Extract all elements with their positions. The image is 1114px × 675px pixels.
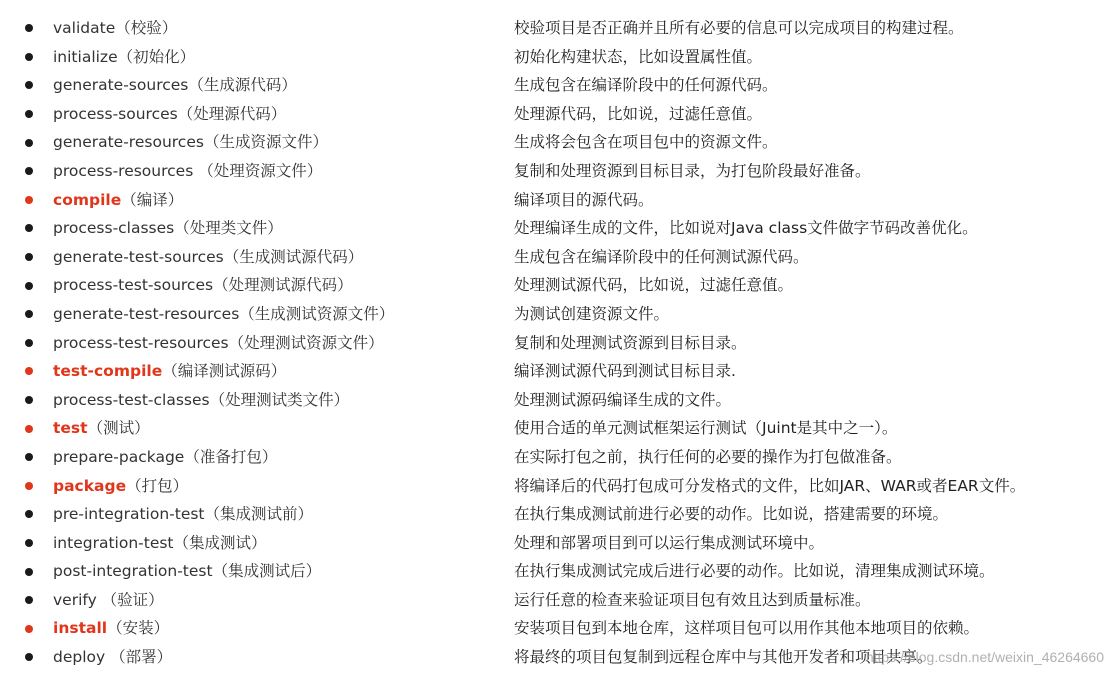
bullet-icon [25, 310, 33, 318]
phase-row [0, 557, 1114, 586]
bullet-icon [25, 425, 33, 433]
phase-name: post-integration-test [53, 562, 213, 581]
bullet-icon [25, 539, 33, 547]
phase-description: 生成包含在编译阶段中的任何源代码。 [514, 76, 778, 95]
phase-description: 复制和处理测试资源到目标目录。 [514, 333, 747, 352]
phase-description: 在实际打包之前，执行任何的必要的操作为打包做准备。 [514, 447, 902, 466]
phase-name: package [53, 476, 127, 495]
phase-label [53, 443, 277, 472]
phase-row [0, 329, 1114, 358]
phase-chinese-name: （校验） [115, 19, 178, 37]
bullet-icon [25, 53, 33, 61]
bullet-icon [25, 24, 33, 32]
phase-description: 处理测试源码编译生成的文件。 [514, 390, 732, 409]
phase-chinese-name: （编译） [121, 190, 184, 209]
phase-name: process-test-resources [53, 333, 229, 352]
phase-row [0, 271, 1114, 300]
phase-description: 编译测试源代码到测试目标目录. [514, 362, 736, 381]
phase-row [0, 614, 1114, 643]
phase-name: generate-resources [53, 133, 204, 152]
phase-label [53, 43, 195, 72]
phase-description: 将编译后的代码打包成可分发格式的文件，比如JAR、WAR或者EAR文件。 [514, 476, 1026, 495]
bullet-icon [25, 453, 33, 461]
phase-name: generate-sources [53, 76, 189, 95]
phase-chinese-name: （集成测试后） [212, 562, 322, 581]
phase-chinese-name: （处理测试源代码） [213, 276, 353, 295]
phase-description: 校验项目是否正确并且所有必要的信息可以完成项目的构建过程。 [514, 19, 964, 37]
phase-label [53, 14, 177, 43]
phase-description: 将最终的项目包复制到远程仓库中与其他开发者和项目共享。 [514, 648, 933, 667]
phase-row [0, 586, 1114, 615]
bullet-icon [25, 396, 33, 404]
phase-row [0, 300, 1114, 329]
phase-row [0, 500, 1114, 529]
phase-label [53, 472, 188, 501]
phase-chinese-name: （部署） [105, 648, 173, 667]
phase-row [0, 472, 1114, 501]
phase-name: initialize [53, 47, 118, 66]
phase-chinese-name: （处理测试资源文件） [228, 333, 384, 352]
phase-chinese-name: （生成资源文件） [203, 133, 328, 152]
phase-chinese-name: （处理源代码） [177, 104, 287, 123]
phase-description: 处理测试源代码，比如说，过滤任意值。 [514, 276, 794, 295]
phase-label [53, 529, 267, 558]
phase-name: integration-test [53, 533, 174, 552]
phase-label [53, 414, 150, 443]
bullet-icon [25, 482, 33, 490]
bullet-icon [25, 81, 33, 89]
phase-description: 在执行集成测试前进行必要的动作。比如说，搭建需要的环境。 [514, 505, 949, 524]
phase-name: test [53, 419, 88, 438]
phase-description: 运行任意的检查来验证项目包有效且达到质量标准。 [514, 590, 871, 609]
phase-label [53, 71, 297, 100]
phase-chinese-name: （集成测试前） [204, 505, 314, 524]
phase-row [0, 357, 1114, 386]
phase-row [0, 386, 1114, 415]
bullet-icon [25, 282, 33, 290]
phase-name: install [53, 619, 108, 638]
phase-label [53, 100, 286, 129]
phase-row [0, 157, 1114, 186]
phase-label [53, 500, 313, 529]
phase-name: verify [53, 590, 97, 609]
bullet-icon [25, 367, 33, 375]
phase-label [53, 357, 286, 386]
phase-label [53, 386, 349, 415]
phase-chinese-name: （测试） [87, 419, 150, 438]
phase-chinese-name: （安装） [107, 619, 170, 638]
phase-name: prepare-package [53, 447, 185, 466]
phase-row [0, 243, 1114, 272]
phase-name: process-sources [53, 104, 178, 123]
phase-label [53, 586, 164, 615]
phase-name: compile [53, 190, 122, 209]
phase-chinese-name: （处理资源文件） [193, 161, 323, 180]
phase-description: 在执行集成测试完成后进行必要的动作。比如说，清理集成测试环境。 [514, 562, 995, 581]
phase-name: generate-test-resources [53, 304, 240, 323]
phase-row [0, 414, 1114, 443]
lifecycle-phase-list [0, 14, 1114, 672]
phase-chinese-name: （生成测试资源文件） [239, 304, 395, 323]
phase-description: 处理编译生成的文件，比如说对Java class文件做字节码改善优化。 [514, 219, 978, 238]
bullet-icon [25, 510, 33, 518]
phase-row [0, 529, 1114, 558]
bullet-icon [25, 568, 33, 576]
phase-row [0, 443, 1114, 472]
bullet-icon [25, 596, 33, 604]
bullet-icon [25, 653, 33, 661]
phase-row [0, 214, 1114, 243]
phase-description: 处理源代码，比如说，过滤任意值。 [514, 104, 763, 123]
phase-row [0, 43, 1114, 72]
phase-label [53, 643, 172, 672]
bullet-icon [25, 253, 33, 261]
phase-row [0, 128, 1114, 157]
phase-chinese-name: （处理测试类文件） [209, 390, 350, 409]
phase-label [53, 557, 321, 586]
bullet-icon [25, 224, 33, 232]
phase-description: 生成包含在编译阶段中的任何测试源代码。 [514, 247, 809, 266]
phase-label [53, 128, 328, 157]
phase-name: process-classes [53, 219, 175, 238]
phase-name: test-compile [53, 362, 163, 381]
phase-label [53, 243, 363, 272]
phase-chinese-name: （初始化） [117, 47, 196, 66]
phase-name: generate-test-sources [53, 247, 224, 266]
phase-name: pre-integration-test [53, 505, 205, 524]
phase-description: 使用合适的单元测试框架运行测试（Juint是其中之一）。 [514, 419, 898, 438]
phase-chinese-name: （处理类文件） [174, 219, 283, 238]
bullet-icon [25, 139, 33, 147]
phase-chinese-name: （集成测试） [173, 533, 267, 552]
phase-name: process-resources [53, 161, 194, 180]
bullet-icon [25, 196, 33, 204]
phase-label [53, 271, 353, 300]
phase-label [53, 329, 384, 358]
bullet-icon [25, 339, 33, 347]
phase-row [0, 186, 1114, 215]
phase-name: process-test-classes [53, 390, 210, 409]
phase-description: 复制和处理资源到目标目录，为打包阶段最好准备。 [514, 161, 871, 180]
phase-row [0, 100, 1114, 129]
phase-description: 安装项目包到本地仓库，这样项目包可以用作其他本地项目的依赖。 [514, 619, 980, 638]
phase-chinese-name: （生成测试源代码） [223, 247, 364, 266]
bullet-icon [25, 625, 33, 633]
phase-chinese-name: （打包） [126, 476, 189, 495]
phase-row [0, 71, 1114, 100]
phase-name: deploy [53, 648, 106, 667]
phase-label [53, 300, 394, 329]
phase-description: 为测试创建资源文件。 [514, 304, 670, 323]
phase-name: validate [53, 19, 116, 37]
bullet-icon [25, 110, 33, 118]
phase-label [53, 214, 283, 243]
phase-row [0, 14, 1114, 43]
phase-label [53, 614, 169, 643]
watermark: https://blog.csdn.net/weixin_46264660 [865, 649, 1104, 665]
phase-name: process-test-sources [53, 276, 214, 295]
bullet-icon [25, 167, 33, 175]
phase-label [53, 186, 183, 215]
phase-chinese-name: （编译测试源码） [162, 362, 287, 381]
phase-label [53, 157, 322, 186]
phase-chinese-name: （生成源代码） [188, 76, 297, 95]
phase-description: 生成将会包含在项目包中的资源文件。 [514, 133, 778, 152]
phase-chinese-name: （验证） [96, 590, 164, 609]
phase-description: 初始化构建状态，比如设置属性值。 [514, 47, 763, 66]
phase-chinese-name: （准备打包） [184, 447, 278, 466]
phase-description: 处理和部署项目到可以运行集成测试环境中。 [514, 533, 825, 552]
phase-description: 编译项目的源代码。 [514, 190, 654, 209]
